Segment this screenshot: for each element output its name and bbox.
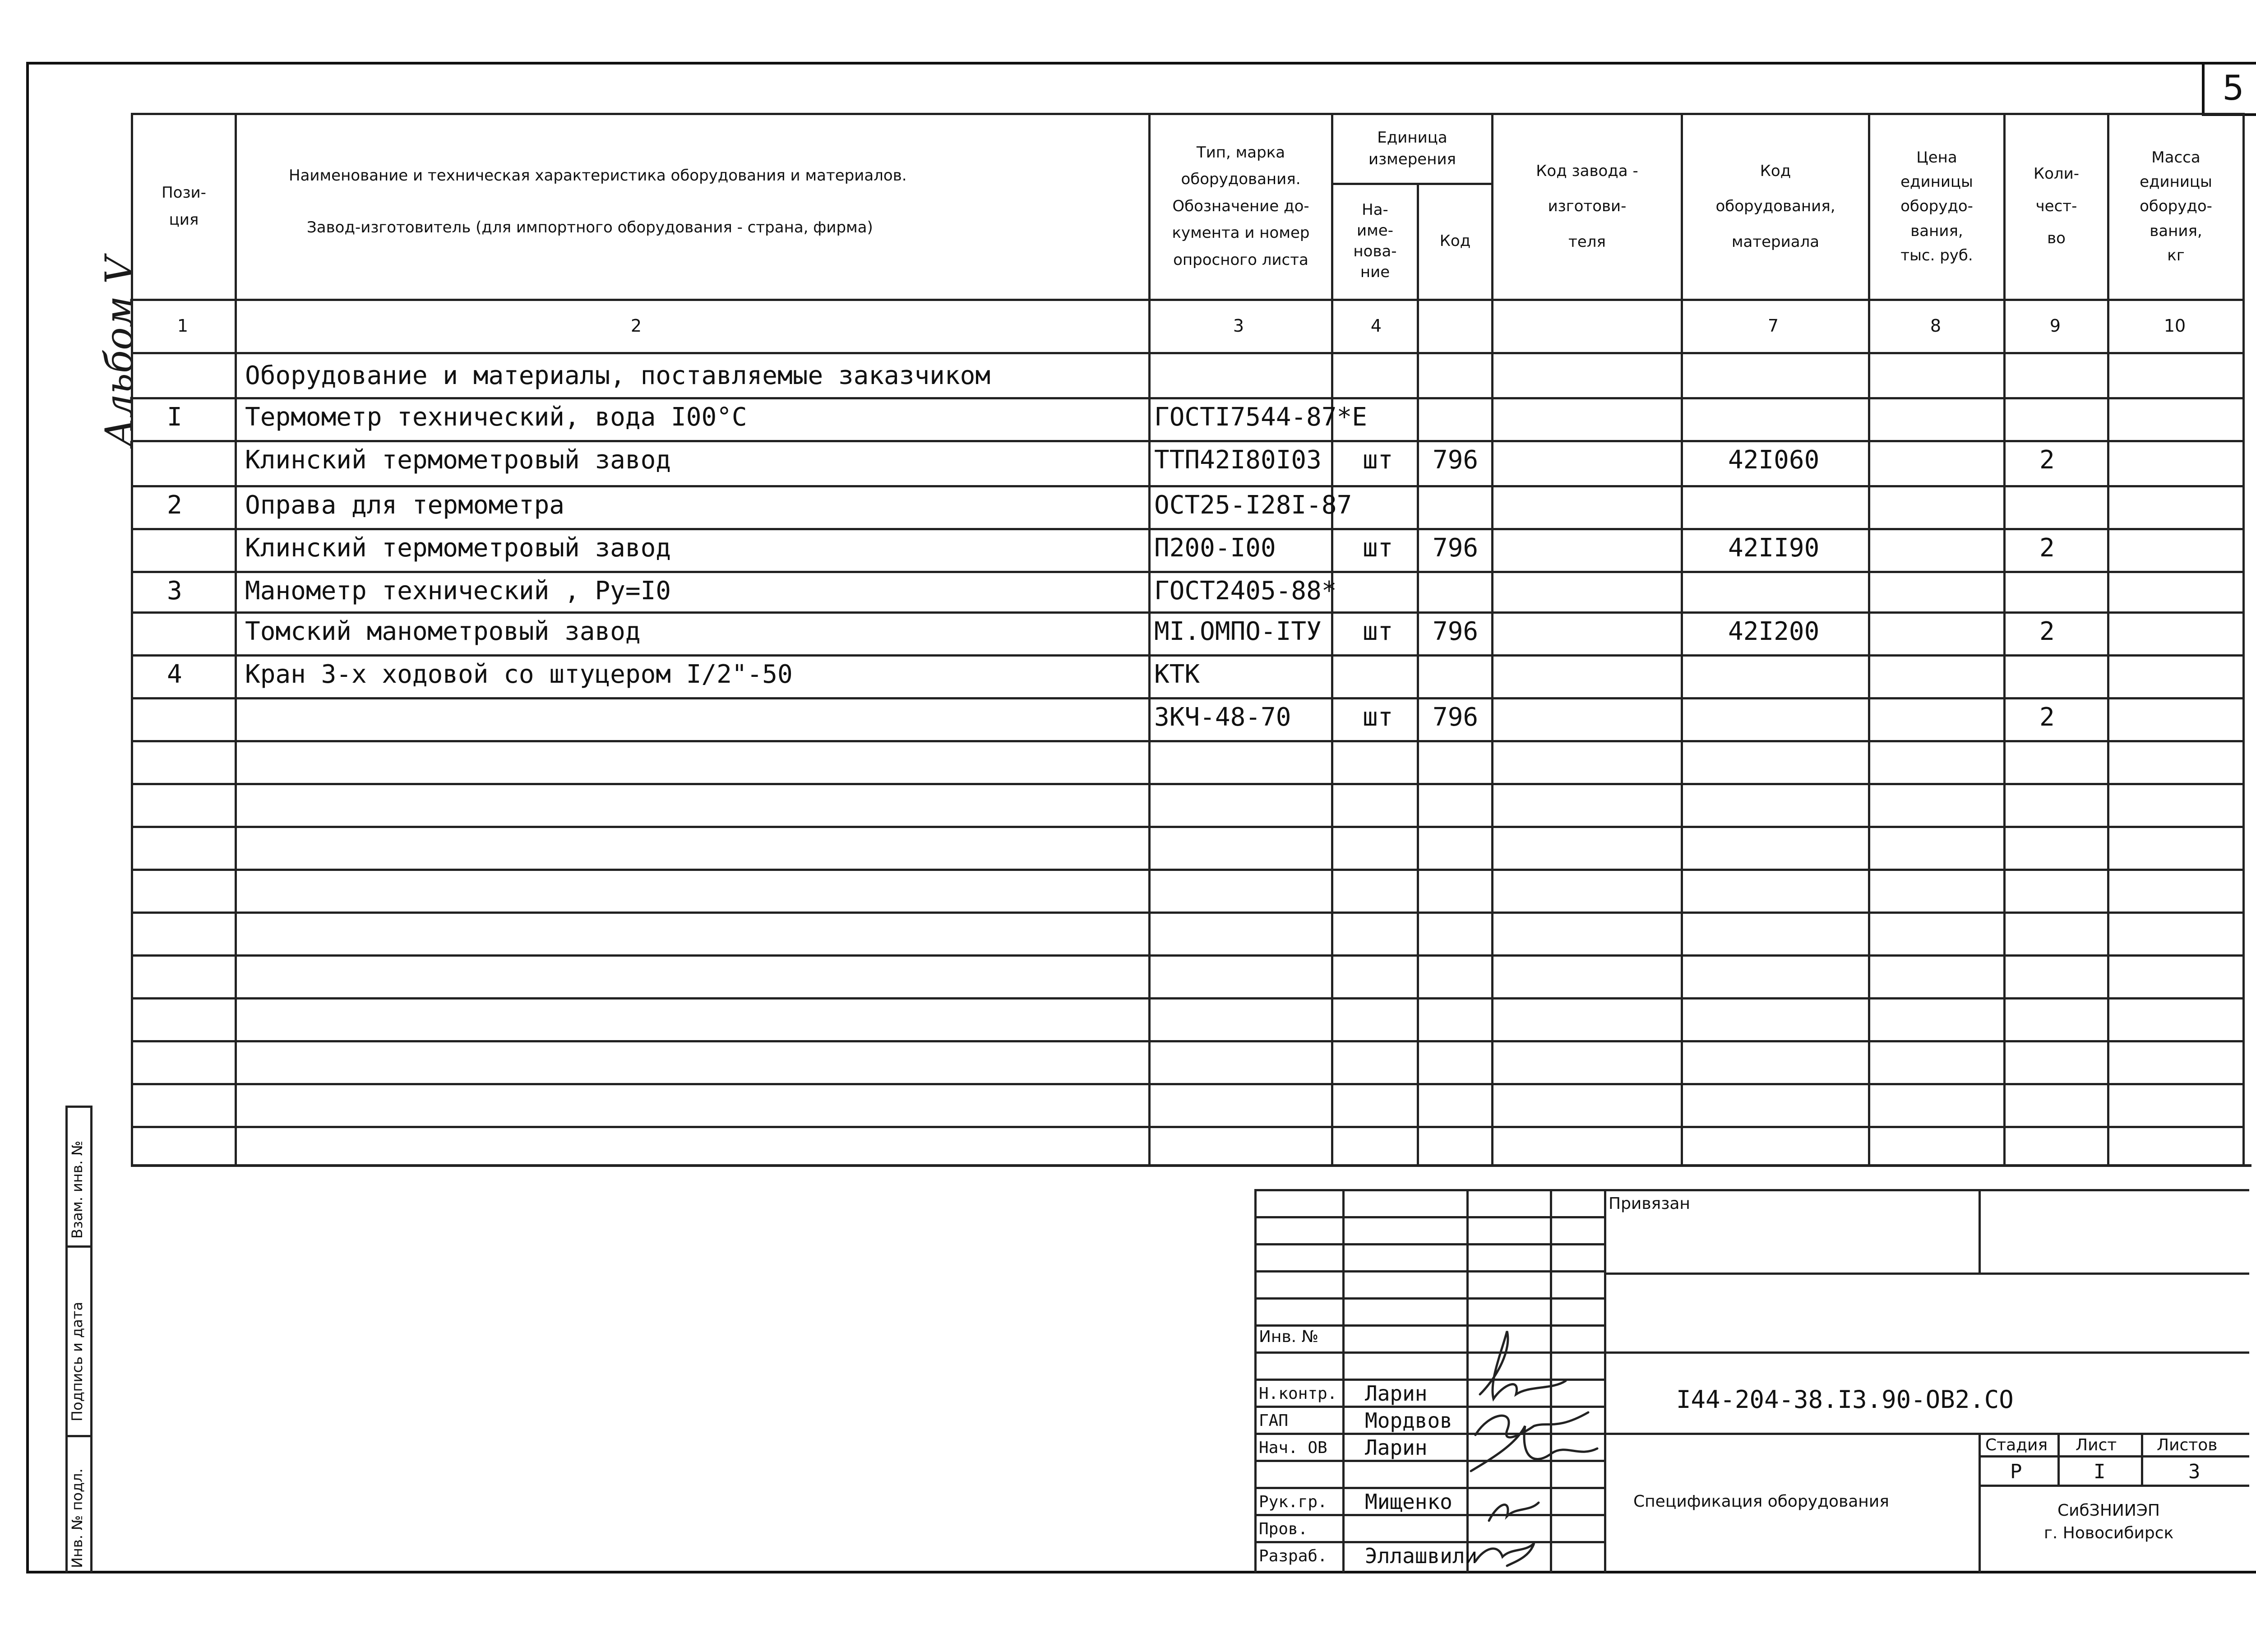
document-code: I44-204-38.I3.90-ОВ2.СО bbox=[1676, 1385, 2014, 1414]
organization-city: г. Новосибирск bbox=[2044, 1524, 2174, 1542]
signatory-name: Мордвов bbox=[1365, 1408, 1452, 1433]
role-label: Разраб. bbox=[1259, 1547, 1327, 1565]
header-name-b: Завод-изготовитель (для импортного оборудования - страна, фирма) bbox=[307, 218, 873, 237]
cell-name: Томский манометровый завод bbox=[245, 617, 641, 646]
sheet-number: 5 bbox=[2202, 62, 2256, 116]
cell-name: Клинский термометровый завод bbox=[245, 445, 671, 475]
cell-type: ГОСТI7544-87*Е bbox=[1154, 403, 1368, 432]
role-label: Нач. ОВ bbox=[1259, 1439, 1327, 1457]
cell-quantity: 2 bbox=[2039, 445, 2055, 475]
cell-type: ТТП42I80I03 bbox=[1154, 445, 1322, 475]
sheets-value: 3 bbox=[2188, 1460, 2201, 1483]
header-quantity: Коли- чест- во bbox=[2033, 165, 2080, 248]
cell-unit: шт bbox=[1363, 533, 1393, 563]
role-label: Н.контр. bbox=[1259, 1384, 1337, 1403]
header-plant-code: Код завода - изготови- теля bbox=[1536, 162, 1638, 251]
cell-type: ГОСТ2405-88* bbox=[1154, 576, 1337, 606]
signatory-name: Ларин bbox=[1365, 1381, 1428, 1406]
cell-type: КТК bbox=[1154, 660, 1200, 689]
cell-name: Клинский термометровый завод bbox=[245, 533, 671, 563]
sheets-label: Листов bbox=[2157, 1436, 2218, 1454]
organization-name: СибЗНИИЭП bbox=[2057, 1501, 2160, 1520]
cell-quantity: 2 bbox=[2039, 533, 2055, 563]
side-stamp-signature: Подпись и дата bbox=[69, 1301, 86, 1421]
margin-note: Альбом V bbox=[97, 256, 141, 447]
cell-quantity: 2 bbox=[2039, 703, 2055, 732]
header-unit-code: Код bbox=[1439, 232, 1471, 250]
cell-unit-code: 796 bbox=[1433, 533, 1479, 563]
cell-unit-code: 796 bbox=[1433, 617, 1479, 646]
cell-name: Оправа для термометра bbox=[245, 491, 565, 520]
cell-type: ОСТ25-I28I-87 bbox=[1154, 491, 1352, 520]
header-unit-name: На- име- нова- ние bbox=[1353, 201, 1397, 281]
sheet-label: Лист bbox=[2076, 1436, 2117, 1454]
inventory-label: Инв. № bbox=[1259, 1328, 1319, 1346]
cell-position: I bbox=[167, 403, 182, 432]
cell-type: П200-I00 bbox=[1154, 533, 1276, 563]
header-position: Пози- ция bbox=[162, 184, 206, 229]
header-mass: Масса единицы оборудо- вания, кг bbox=[2140, 148, 2212, 265]
signatory-name: Ларин bbox=[1365, 1435, 1428, 1460]
cell-name: Термометр технический, вода I00°C bbox=[245, 403, 747, 432]
signatory-name: Мищенко bbox=[1365, 1490, 1452, 1514]
side-stamp-inventory: Инв. № подл. bbox=[69, 1468, 86, 1568]
cell-unit: шт bbox=[1363, 617, 1393, 646]
signatures-graphic bbox=[1462, 1322, 1615, 1575]
stage-value: Р bbox=[2010, 1460, 2022, 1483]
header-type: Тип, марка оборудования. Обозначение до- кумента и номер опросного листа bbox=[1172, 143, 1310, 269]
cell-material-code: 42II90 bbox=[1728, 533, 1820, 563]
role-label: Рук.гр. bbox=[1259, 1493, 1327, 1511]
side-stamp-replacement: Взам. инв. № bbox=[69, 1140, 86, 1239]
stage-label: Стадия bbox=[1985, 1436, 2048, 1454]
cell-material-code: 42I200 bbox=[1728, 617, 1820, 646]
cell-position: 3 bbox=[167, 576, 182, 606]
header-name-a: Наименование и техническая характеристика оборудования и материалов. bbox=[289, 167, 907, 185]
role-label: Пров. bbox=[1259, 1520, 1308, 1538]
document-title: Спецификация оборудования bbox=[1633, 1492, 1889, 1511]
cell-unit-code: 796 bbox=[1433, 445, 1479, 475]
cell-type: МI.ОМПО-IТУ bbox=[1154, 617, 1322, 646]
sheet-value: I bbox=[2094, 1460, 2106, 1483]
cell-name: Манометр технический , Ру=I0 bbox=[245, 576, 671, 606]
cell-quantity: 2 bbox=[2039, 617, 2055, 646]
header-material-code: Код оборудования, материала bbox=[1715, 162, 1835, 251]
header-unit: Единица измерения bbox=[1368, 129, 1456, 168]
cell-unit-code: 796 bbox=[1433, 703, 1479, 732]
cell-position: 2 bbox=[167, 491, 182, 520]
cell-type: 3КЧ-48-70 bbox=[1154, 703, 1291, 732]
cell-position: 4 bbox=[167, 660, 182, 689]
header-price: Цена единицы оборудо- вания, тыс. руб. bbox=[1900, 148, 1973, 265]
role-label: ГАП bbox=[1259, 1411, 1289, 1430]
signatory-name: Эллашвили bbox=[1365, 1544, 1478, 1568]
privyazan-label: Привязан bbox=[1609, 1194, 1690, 1213]
cell-unit: шт bbox=[1363, 445, 1393, 475]
cell-name: Кран 3-х ходовой со штуцером I/2"-50 bbox=[245, 660, 793, 689]
cell-name: Оборудование и материалы, поставляемые заказчиком bbox=[245, 361, 991, 390]
cell-material-code: 42I060 bbox=[1728, 445, 1820, 475]
cell-unit: шт bbox=[1363, 703, 1393, 732]
